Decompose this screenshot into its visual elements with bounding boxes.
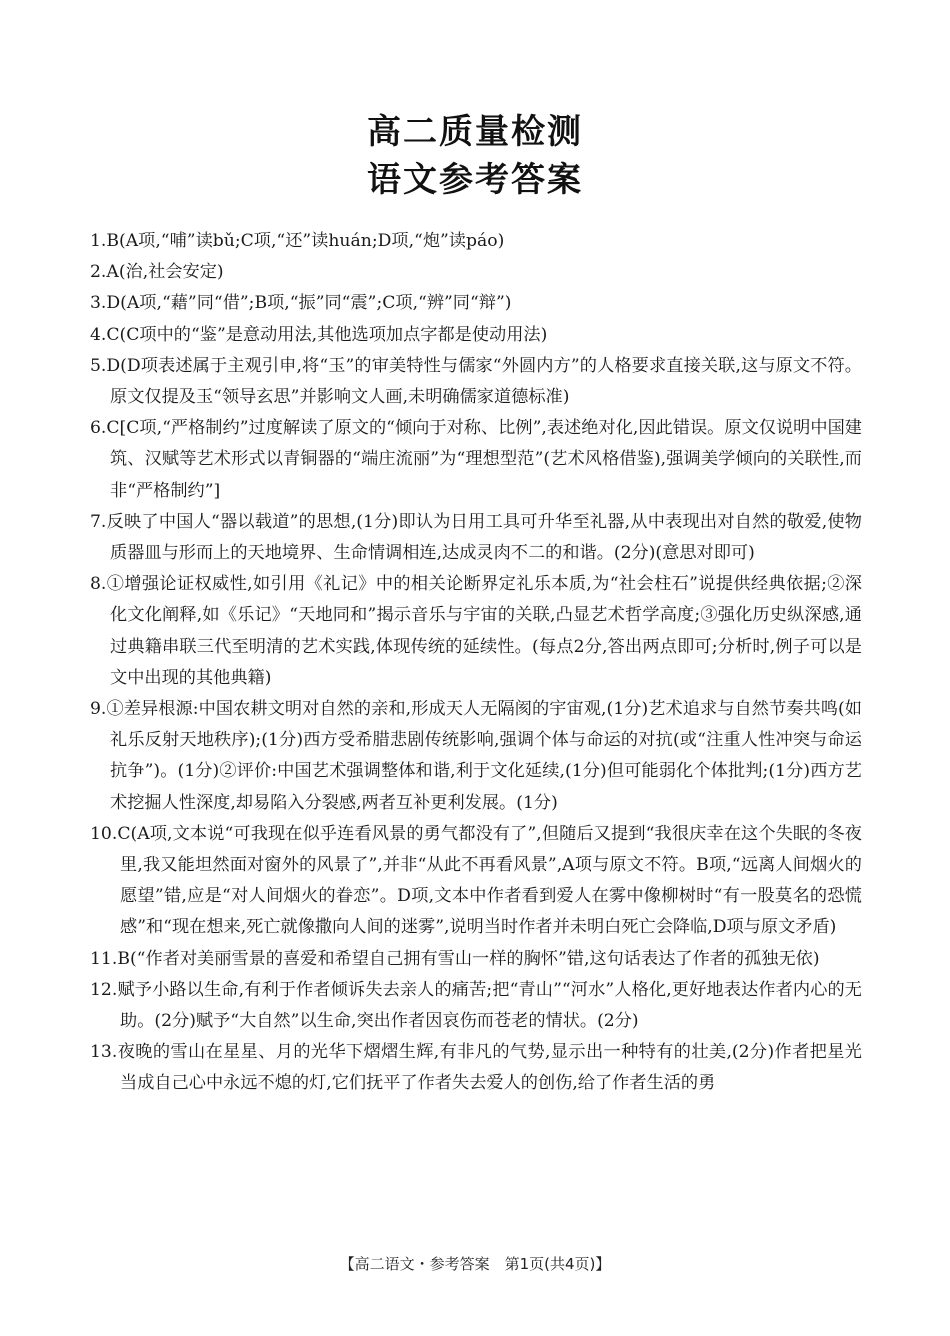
answer-item-13 xyxy=(90,1037,862,1099)
answer-item-5 xyxy=(90,351,862,413)
answer-text: B(A项,“哺”读bǔ;C项,“还”读huán;D项,“炮”读páo) xyxy=(106,231,505,251)
answer-item-10 xyxy=(90,819,862,944)
page-footer: 【高二语文・参考答案 第1页(共4页)】 xyxy=(339,1255,611,1273)
answer-text: 赋予小路以生命,有利于作者倾诉失去亲人的痛苦;把“青山”“河水”人格化,更好地表达作者内心的无助。(2分)赋予“大自然”以生命,突出作者因哀伤而苍老的情状。(2分) xyxy=(117,979,862,1032)
answer-text: C[C项,“严格制约”过度解读了原文的“倾向于对称、比例”,表述绝对化,因此错误。原文仅说明中国建筑、汉赋等艺术形式以青铜器的“端庄流丽”为“理想型范”(艺术风格借鉴),强调美学倾向的关联性,而非“严格制约”] xyxy=(106,418,862,501)
answer-text: C(C项中的“鉴”是意动用法,其他选项加点字都是使动用法) xyxy=(106,324,548,345)
answer-item-3 xyxy=(90,288,862,319)
answer-item-6 xyxy=(90,413,862,507)
answer-text: A(治,社会安定) xyxy=(106,262,224,283)
answer-item-9 xyxy=(90,694,862,819)
answer-number: 13. xyxy=(90,1042,118,1063)
answer-text: D(D项表述属于主观引申,将“玉”的审美特性与儒家“外圆内方”的人格要求直接关联,这与原文不符。原文仅提及玉“领导玄思”并影响文人画,未明确儒家道德标准) xyxy=(106,355,862,408)
answer-text: D(A项,“藉”同“借”;B项,“振”同“震”;C项,“辨”同“辩”) xyxy=(106,293,512,314)
answer-item-4 xyxy=(90,320,862,351)
answer-text: 夜晚的雪山在星星、月的光华下熠熠生辉,有非凡的气势,显示出一种特有的壮美,(2分)作者把星光当成自己心中永远不熄的灯,它们抚平了作者失去爱人的创伤,给了作者生活的勇 xyxy=(117,1042,862,1094)
answer-item-12 xyxy=(90,975,862,1037)
answer-number: 9. xyxy=(90,699,107,720)
answer-text: ①差异根源:中国农耕文明对自然的亲和,形成天人无隔阂的宇宙观,(1分)艺术追求与自然节奏共鸣(如礼乐反射天地秩序);(1分)西方受希腊悲剧传统影响,强调个体与命运的对抗(或“注重人性冲突与命运抗争”)。(1分)②评价:中国艺术强调整体和谐,利于文化延续,(1分)但可能弱化个体批判;(1分)西方艺术挖掘人性深度,却易陷入分裂感,两者互补更利发展。(1分) xyxy=(106,699,862,813)
answer-number: 4. xyxy=(90,324,107,345)
answer-text: C(A项,文本说“可我现在似乎连看风景的勇气都没有了”,但随后又提到“我很庆幸在这个失眠的冬夜里,我又能坦然面对窗外的风景了”,并非“从此不再看风景”,A项与原文不符。B项,“远离人间烟火的愿望”错,应是“对人间烟火的眷恋”。D项,文本中作者看到爱人在雾中像柳树时“有一股莫名的恐慌感”和“现在想来,死亡就像撒向人间的迷雾”,说明当时作者并未明白死亡会降临,D项与原文矛盾) xyxy=(117,823,862,938)
answer-number: 1. xyxy=(90,231,107,251)
answer-number: 5. xyxy=(90,355,107,376)
answer-number: 11. xyxy=(90,948,118,969)
answer-item-11 xyxy=(90,944,862,975)
answer-text: B(“作者对美丽雪景的喜爱和希望自己拥有雪山一样的胸怀”错,这句话表达了作者的孤独无依) xyxy=(117,948,820,969)
answer-number: 10. xyxy=(90,823,118,844)
answer-number: 7. xyxy=(90,511,107,532)
answer-item-8 xyxy=(90,569,862,694)
answer-item-1 xyxy=(90,226,862,257)
answer-item-7 xyxy=(90,507,862,569)
answer-number: 6. xyxy=(90,418,107,439)
answer-number: 3. xyxy=(90,293,107,314)
page-title: 高二质量检测 xyxy=(367,112,583,152)
answer-list xyxy=(90,226,862,1100)
answer-number: 2. xyxy=(90,262,107,283)
answer-number: 12. xyxy=(90,979,118,1000)
page-subtitle: 语文参考答案 xyxy=(367,160,583,200)
answer-number: 8. xyxy=(90,574,107,595)
answer-text: 反映了中国人“器以载道”的思想,(1分)即认为日用工具可升华至礼器,从中表现出对自然的敬爱,使物质器皿与形而上的天地境界、生命情调相连,达成灵肉不二的和谐。(2分)(意思对即可) xyxy=(106,511,862,564)
answer-item-2 xyxy=(90,257,862,288)
answer-text: ①增强论证权威性,如引用《礼记》中的相关论断界定礼乐本质,为“社会柱石”说提供经典依据;②深化文化阐释,如《乐记》“天地同和”揭示音乐与宇宙的关联,凸显艺术哲学高度;③强化历史纵深感,通过典籍串联三代至明清的艺术实践,体现传统的延续性。(每点2分,答出两点即可;分析时,例子可以是文中出现的其他典籍) xyxy=(106,574,862,688)
